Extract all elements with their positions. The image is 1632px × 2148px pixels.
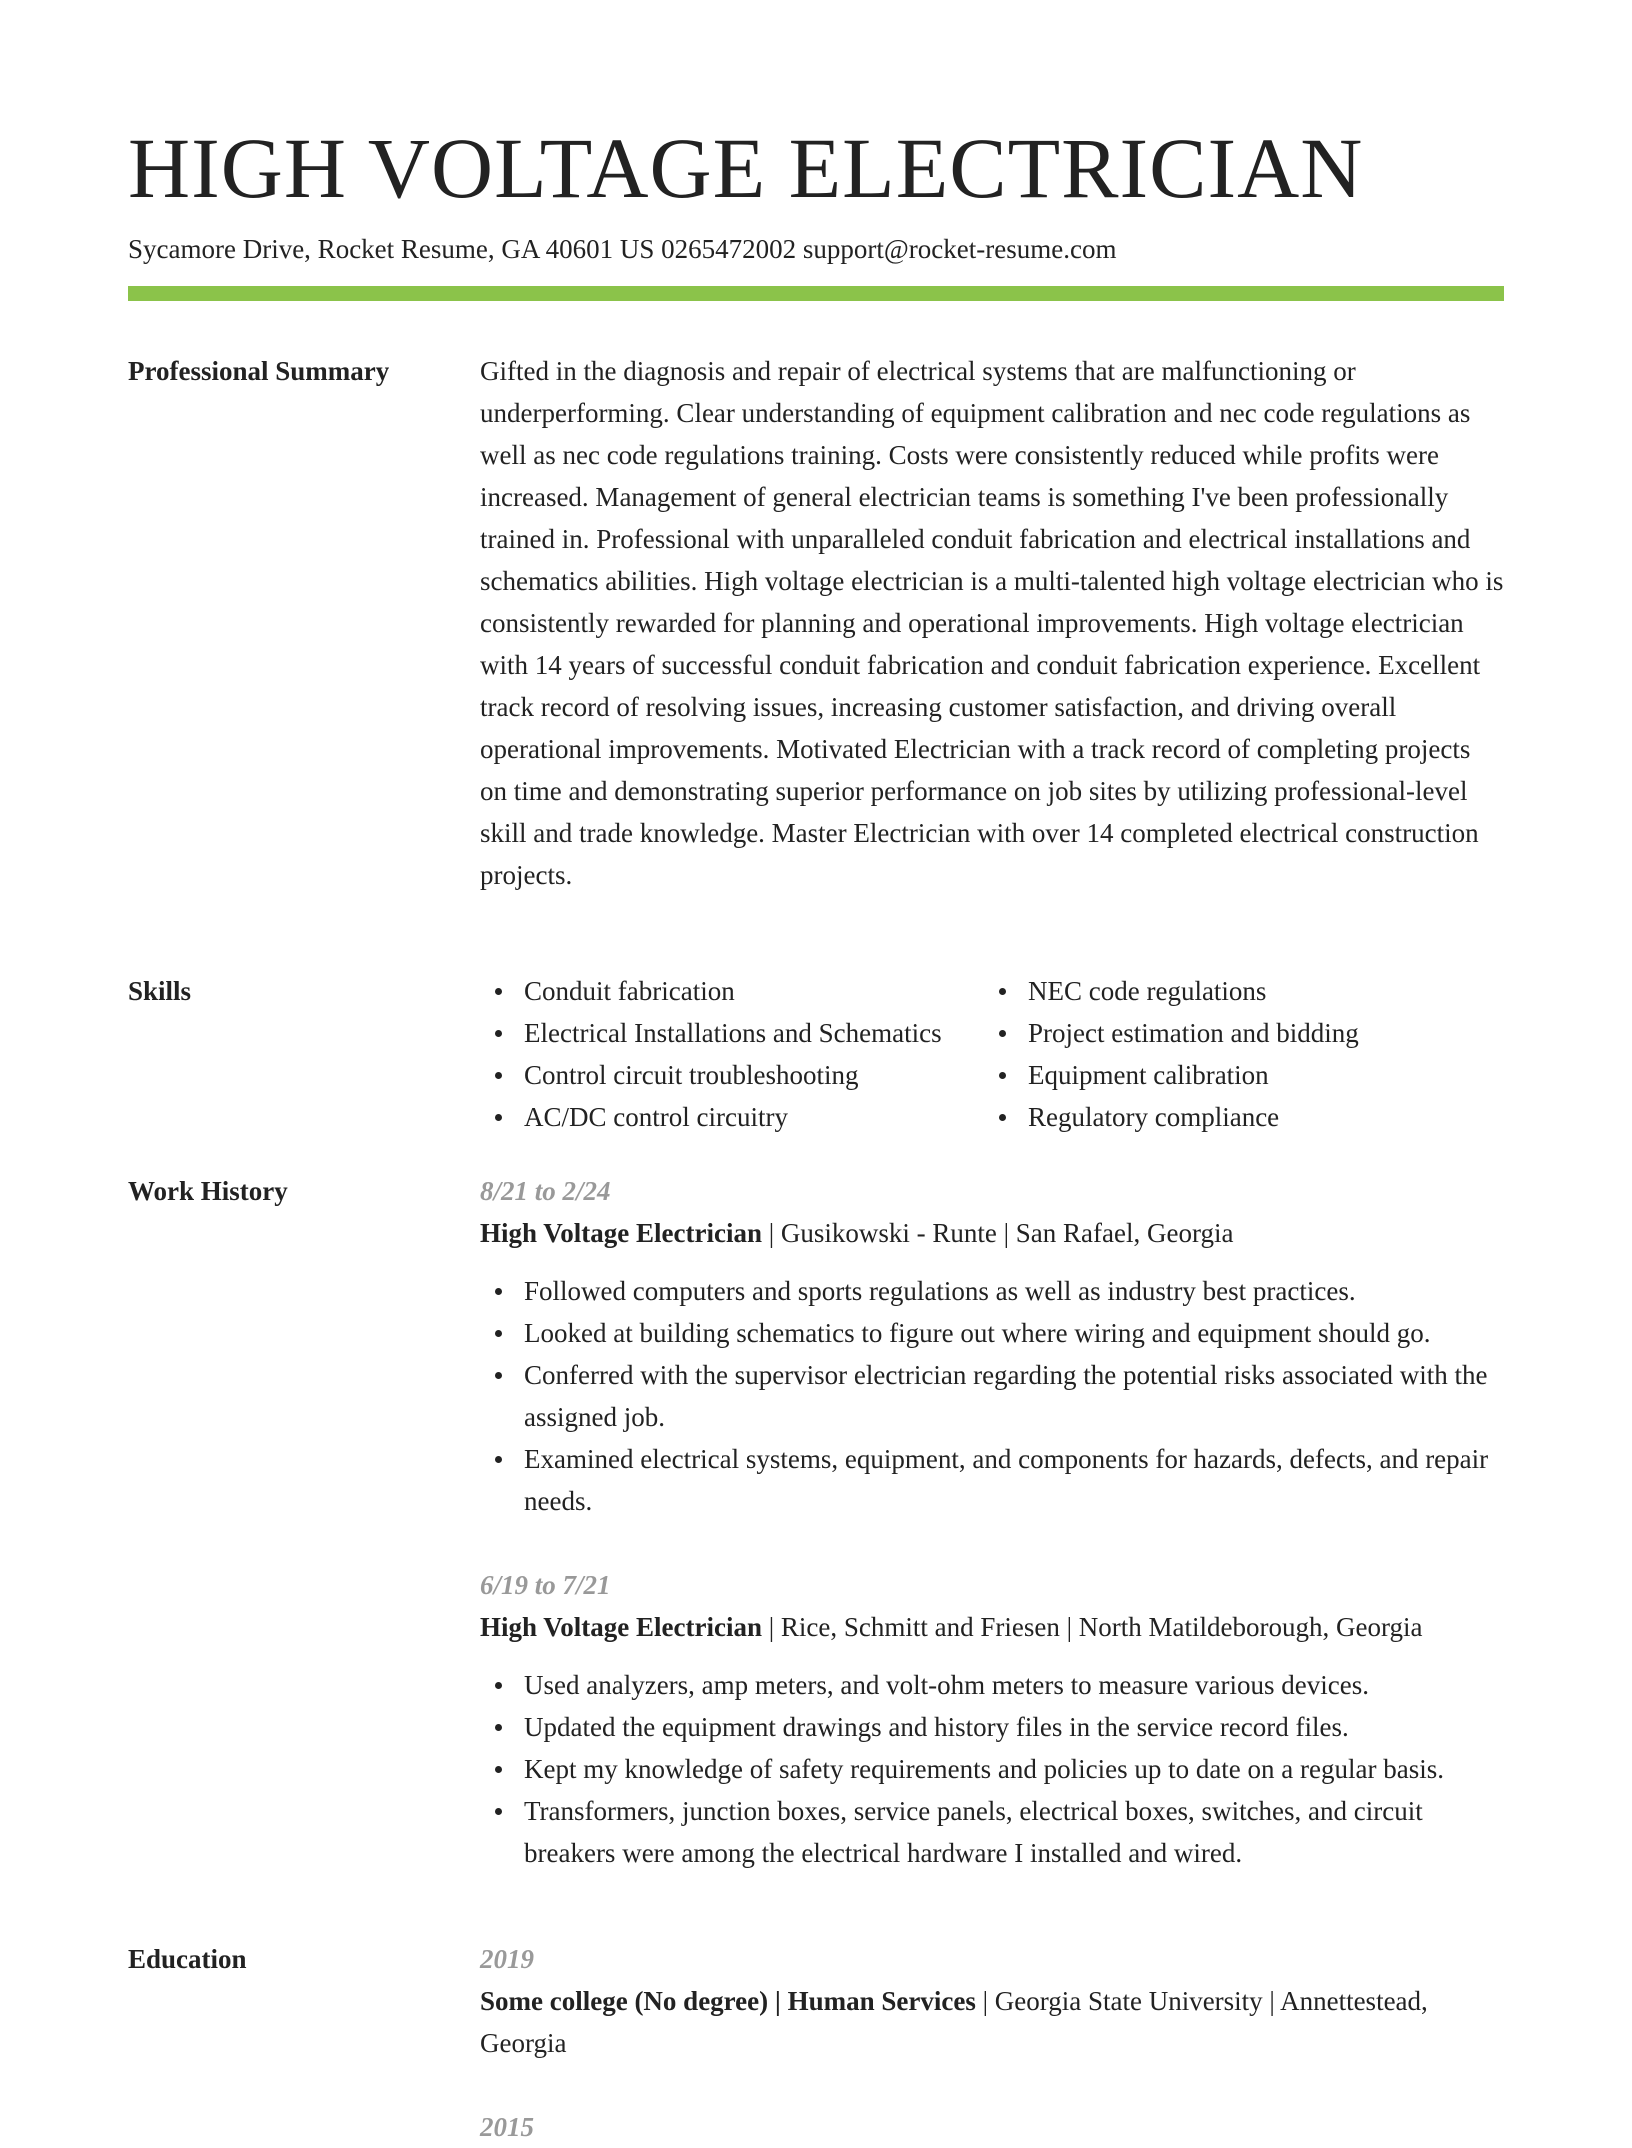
education-degree: Some college (No degree) | Human Services bbox=[480, 1986, 976, 2016]
skill-item: Project estimation and bidding bbox=[984, 1012, 1488, 1054]
job-entry bbox=[480, 1170, 1504, 1522]
work-title: Work History bbox=[128, 1176, 288, 1206]
job-bullet: Looked at building schematics to figure out where wiring and equipment should go. bbox=[480, 1312, 1504, 1354]
education-year: 2015 bbox=[480, 2112, 534, 2142]
job-bullets bbox=[480, 1270, 1504, 1522]
work-body bbox=[480, 1170, 1504, 1874]
resume-name: HIGH VOLTAGE ELECTRICIAN bbox=[128, 120, 1364, 216]
skill-item: Electrical Installations and Schematics bbox=[480, 1012, 984, 1054]
skill-item: AC/DC control circuitry bbox=[480, 1096, 984, 1138]
job-dates: 8/21 to 2/24 bbox=[480, 1176, 611, 1206]
job-bullet: Updated the equipment drawings and history files in the service record files. bbox=[480, 1706, 1504, 1748]
job-dates: 6/19 to 7/21 bbox=[480, 1570, 611, 1600]
contact-line: Sycamore Drive, Rocket Resume, GA 40601 US 0265472002 support@rocket-resume.com bbox=[128, 234, 1117, 264]
skills-body bbox=[480, 970, 1504, 1138]
job-heading bbox=[480, 1212, 1504, 1254]
summary-body bbox=[480, 350, 1504, 896]
job-entry bbox=[480, 1564, 1504, 1874]
summary-title: Professional Summary bbox=[128, 356, 390, 386]
job-heading bbox=[480, 1606, 1504, 1648]
job-role: High Voltage Electrician bbox=[480, 1218, 762, 1248]
skill-item: Equipment calibration bbox=[984, 1054, 1488, 1096]
education-entry bbox=[480, 2106, 1504, 2148]
education-title: Education bbox=[128, 1944, 247, 1974]
job-bullet: Conferred with the supervisor electrician regarding the potential risks associated with the assigned job. bbox=[480, 1354, 1504, 1438]
job-bullets bbox=[480, 1664, 1504, 1874]
job-details: | Gusikowski - Runte | San Rafael, Georgia bbox=[761, 1218, 1234, 1248]
summary-text: Gifted in the diagnosis and repair of electrical systems that are malfunctioning or underperforming. Clear understanding of equipment calibration and nec code regulations as well as nec code regulations training. Costs were consistently reduced while profits were increased. Management of general electrician teams is something I've been professionally trained in. Professional with unparalleled conduit fabrication and electrical installations and schematics abilities. High voltage electrician is a multi-talented high voltage electrician who is consistently rewarded for planning and operational improvements. High voltage electrician with 14 years of successful conduit fabrication and conduit fabrication experience. Excellent track record of resolving issues, increasing customer satisfaction, and driving overall operational improvements. Motivated Electrician with a track record of completing projects on time and demonstrating superior performance on job sites by utilizing professional-level skill and trade knowledge. Master Electrician with over 14 completed electrical construction projects. bbox=[480, 356, 1504, 890]
skills-title: Skills bbox=[128, 976, 192, 1006]
job-bullet: Used analyzers, amp meters, and volt-ohm meters to measure various devices. bbox=[480, 1664, 1504, 1706]
skill-item: Regulatory compliance bbox=[984, 1096, 1488, 1138]
education-entry bbox=[480, 1938, 1504, 2064]
accent-divider bbox=[128, 286, 1504, 301]
education-heading bbox=[480, 1980, 1504, 2064]
education-year: 2019 bbox=[480, 1944, 534, 1974]
skills-list-left bbox=[480, 970, 984, 1138]
skill-item: Control circuit troubleshooting bbox=[480, 1054, 984, 1096]
education-details: | Georgia State University | Annettestead, Georgia bbox=[480, 1986, 1428, 2058]
job-role: High Voltage Electrician bbox=[480, 1612, 762, 1642]
job-bullet: Transformers, junction boxes, service panels, electrical boxes, switches, and circuit breakers were among the electrical hardware I installed and wired. bbox=[480, 1790, 1504, 1874]
job-bullet: Kept my knowledge of safety requirements and policies up to date on a regular basis. bbox=[480, 1748, 1504, 1790]
skill-item: Conduit fabrication bbox=[480, 970, 984, 1012]
skills-list-right bbox=[984, 970, 1488, 1138]
job-bullet: Examined electrical systems, equipment, and components for hazards, defects, and repair needs. bbox=[480, 1438, 1504, 1522]
job-bullet: Followed computers and sports regulations as well as industry best practices. bbox=[480, 1270, 1504, 1312]
job-details: | Rice, Schmitt and Friesen | North Matildeborough, Georgia bbox=[761, 1612, 1423, 1642]
education-body bbox=[480, 1938, 1504, 2148]
skill-item: NEC code regulations bbox=[984, 970, 1488, 1012]
